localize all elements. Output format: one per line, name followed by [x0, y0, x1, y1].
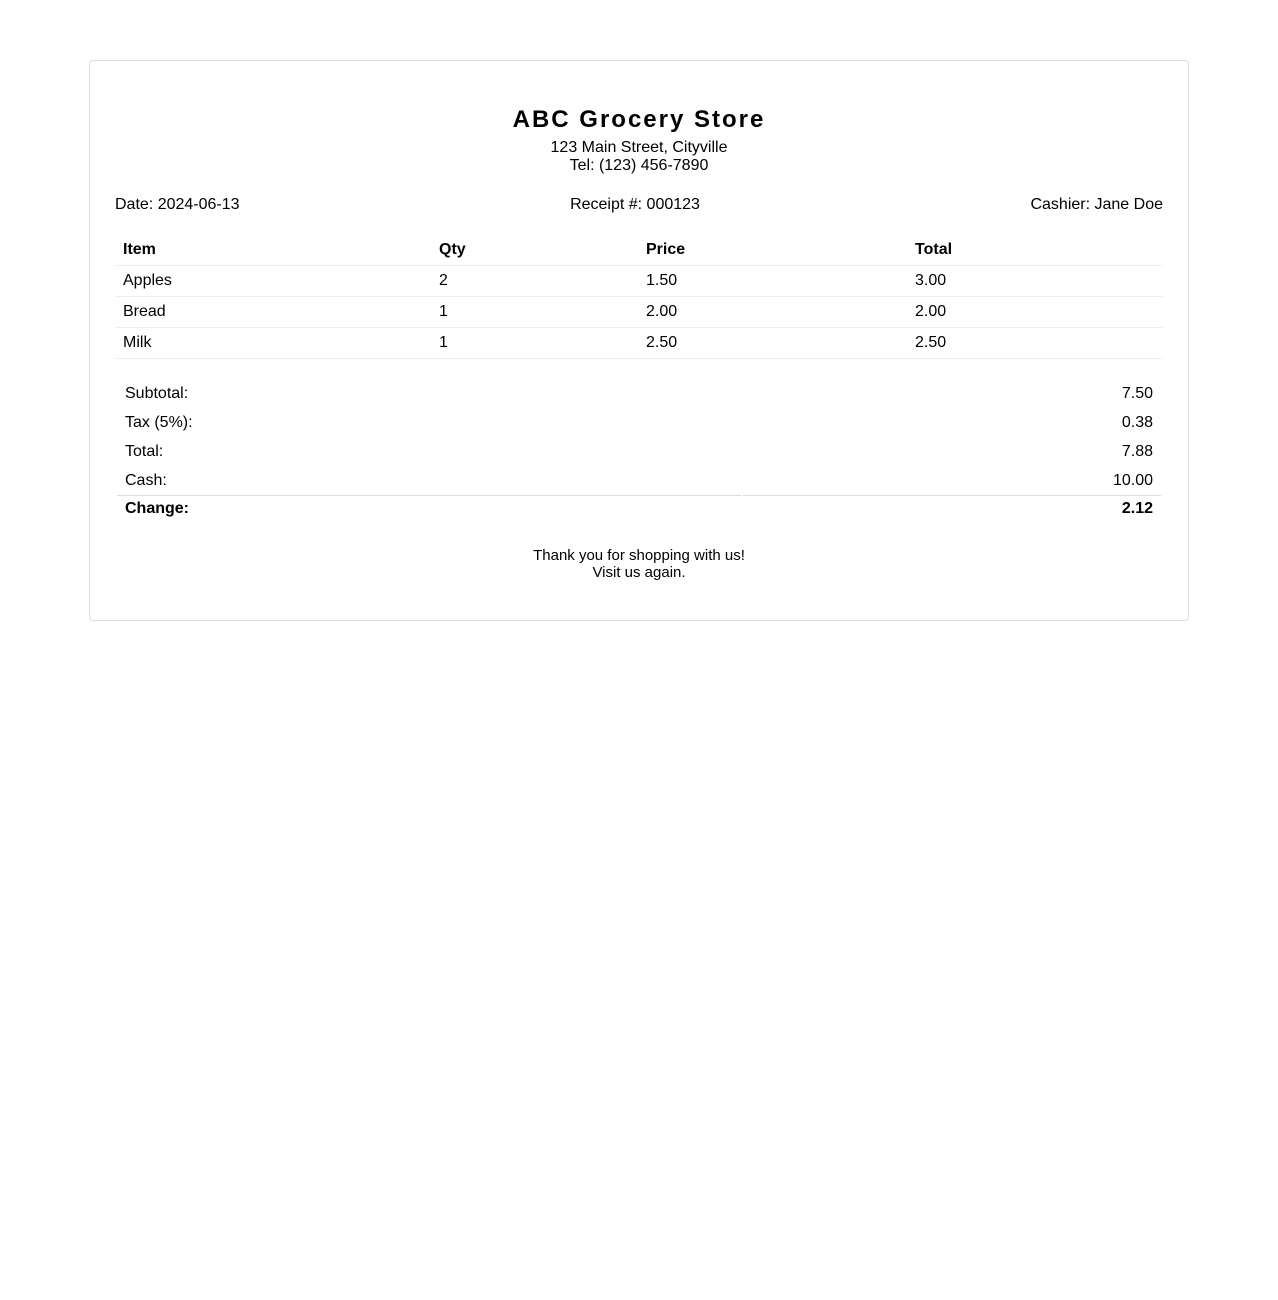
- receipt-card: [89, 60, 1189, 621]
- table-row: [115, 266, 1163, 297]
- change-value: 2.12: [743, 495, 1161, 523]
- receipt-header: [115, 105, 1163, 175]
- receipt-date: Date: 2024-06-13: [115, 196, 240, 213]
- thank-you-message: Thank you for shopping with us!: [533, 547, 745, 564]
- subtotal-row: [117, 379, 1161, 408]
- table-row: [115, 328, 1163, 359]
- store-address: 123 Main Street, Cityville: [550, 139, 728, 156]
- cashier-name: Cashier: Jane Doe: [1030, 196, 1163, 213]
- item-total: 3.00: [907, 266, 1163, 297]
- total-label: Total:: [125, 443, 164, 460]
- receipt-meta: [115, 195, 1163, 215]
- column-header-qty: Qty: [431, 235, 638, 266]
- total-row: [117, 437, 1161, 466]
- tax-label: Tax (5%):: [125, 414, 193, 431]
- subtotal-value: 7.50: [1121, 385, 1153, 402]
- change-label: Change:: [117, 495, 741, 523]
- tax-value: 0.38: [1121, 414, 1153, 431]
- tax-row: [117, 408, 1161, 437]
- store-phone: Tel: (123) 456-7890: [569, 157, 709, 174]
- item-qty: 1: [431, 297, 638, 328]
- cash-value: 10.00: [1112, 472, 1153, 489]
- column-header-price: Price: [638, 235, 907, 266]
- change-row: [117, 495, 1161, 523]
- cash-label: Cash:: [125, 472, 167, 489]
- receipt-number: Receipt #: 000123: [570, 196, 700, 213]
- item-name: Bread: [115, 297, 431, 328]
- cash-row: [117, 466, 1161, 495]
- item-qty: 1: [431, 328, 638, 359]
- items-table: [115, 235, 1163, 359]
- store-name: ABC Grocery Store: [512, 106, 766, 133]
- item-price: 2.50: [638, 328, 907, 359]
- item-name: Milk: [115, 328, 431, 359]
- visit-again-message: Visit us again.: [592, 564, 686, 581]
- item-qty: 2: [431, 266, 638, 297]
- table-header-row: [115, 235, 1163, 266]
- item-price: 2.00: [638, 297, 907, 328]
- item-total: 2.00: [907, 297, 1163, 328]
- table-row: [115, 297, 1163, 328]
- item-price: 1.50: [638, 266, 907, 297]
- subtotal-label: Subtotal:: [125, 385, 189, 402]
- column-header-item: Item: [115, 235, 431, 266]
- item-total: 2.50: [907, 328, 1163, 359]
- totals-table: [115, 379, 1163, 523]
- item-name: Apples: [115, 266, 431, 297]
- total-value: 7.88: [1121, 443, 1153, 460]
- column-header-total: Total: [907, 235, 1163, 266]
- receipt-footer: [115, 547, 1163, 581]
